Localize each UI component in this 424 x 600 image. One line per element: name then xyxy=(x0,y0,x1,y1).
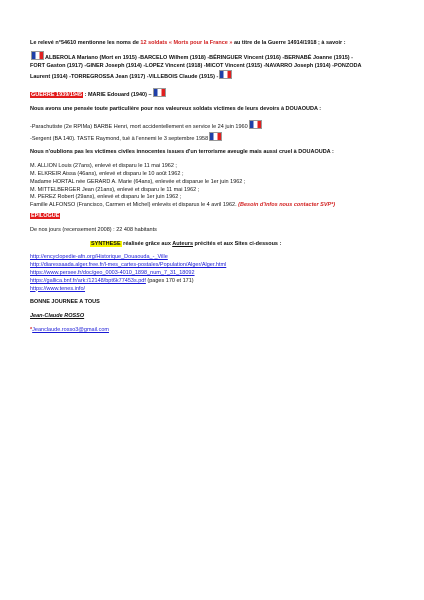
synthese-text-1: réalisée grâce aux xyxy=(121,240,173,247)
thought-heading: Nous avons une pensée toute particulière pour nos valeureux soldats victimes de leurs devoirs à DOUAOUDA : xyxy=(30,105,322,112)
french-flag-icon xyxy=(209,132,222,141)
closing-text: BONNE JOURNEE A TOUS xyxy=(30,299,100,306)
source-link[interactable]: https://gallica.bnf.fr/ark:/12148/bpt6k77453s.pdf xyxy=(30,277,146,284)
intro-text-1: Le relevé n°54610 mentionne les noms de xyxy=(30,40,141,46)
ww1-names-line-2: FORT Gaston (1917) -GINER Joseph (1914) -LOPEZ Vincent (1918) -MICOT Vincent (1915) -NAVARRO Joseph (1914) -PONZODA xyxy=(30,62,362,69)
synthese-auteurs: Auteurs xyxy=(172,240,193,247)
synthese-text-2: précités et aux Sites ci-dessous : xyxy=(193,240,282,247)
ww2-paragraph xyxy=(30,88,402,100)
document-page xyxy=(30,40,402,335)
civilians-list xyxy=(30,163,402,210)
intro-text-2: au titre de la Guerre 14914/1918 ; à savoir : xyxy=(232,40,346,46)
french-flag-icon xyxy=(153,88,166,97)
french-flag-icon xyxy=(249,120,262,129)
epilogue-label: EPILOGUE xyxy=(31,212,60,219)
synthese-label: SYNTHESE xyxy=(91,240,121,247)
ww1-names-line-3: Laurent (1914) -TORREGROSSA Jean (1917) -VILLEBOIS Claude (1915) - xyxy=(30,74,219,81)
soldier-barbe: -Parachutiste (2e RPIMa) BARBE Henri, mort accidentellement en service le 24 juin 1960 xyxy=(30,123,248,130)
source-link[interactable]: https://www.persee.fr/doc/geo_0003-4010_1898_num_7_31_18092 xyxy=(30,269,195,276)
ww1-names-line-1: ALBEROLA Mariano (Mort en 1915) -BARCELO Wilhem (1918) -BÉRINGUER Vincent (1916) -BERNABÉ Joanne (1915) - xyxy=(45,54,354,61)
epilogue-paragraph xyxy=(30,213,402,221)
ww2-label: GUERRE 1939/1945 xyxy=(31,92,83,99)
french-flag-icon xyxy=(219,70,232,79)
civilians-heading: Nous n'oublions pas les victimes civiles innocentes issues d'un terrorisme aveugle mais aussi cruel à DOUAOUDA : xyxy=(30,149,334,156)
alfonso-contact-note: (Besoin d'infos nous contacter SVP*) xyxy=(238,202,336,209)
ww2-text: : MARIE Edouard (1940) – xyxy=(83,92,152,99)
email-asterisk: * xyxy=(30,326,33,333)
population-text: De nos jours (recensement 2008) : 22 408 habitants xyxy=(30,226,157,233)
civilian-item: M. ALLION Louis (27ans), enlevé et disparu le 11 mai 1962 ; xyxy=(30,163,177,170)
soldiers-paragraph xyxy=(30,120,402,144)
civilian-item: Madame HORTAL née GERARD A. Marie (64ans), enlevée et disparue le 1er juin 1962 ; xyxy=(30,178,246,185)
ww1-names-paragraph xyxy=(30,51,402,82)
signature: Jean-Claude ROSSO xyxy=(30,313,85,320)
civilian-item: M. ELKREIR Aissa (46ans), enlevé et disparu le 10 août 1962 ; xyxy=(30,170,184,177)
source-link[interactable]: https://www.tenes.info/ xyxy=(30,285,86,292)
soldier-taste: -Sergent (BA 140). TASTE Raymond, tué à l'ennemi le 3 septembre 1958 xyxy=(30,135,209,142)
civilian-alfonso: Famille ALFONSO (Francisco, Carmen et Michel) enlevés et disparus le 4 avril 1962. xyxy=(30,202,239,209)
sources-list xyxy=(30,254,402,293)
email-paragraph xyxy=(30,327,402,335)
intro-soldier-count: 12 soldats « Morts pour la France » xyxy=(140,40,233,46)
email-link[interactable]: Jeanclaude.rosso3@gmail.com xyxy=(32,326,109,333)
french-flag-icon xyxy=(31,51,44,60)
source-link[interactable]: http://diaressaada.alger.free.fr/l-mes_cartes-postales/Population/Alger/Alger.html xyxy=(30,262,227,269)
source-link[interactable]: http://encyclopedie-afn.org/Historique_Douaouda_-_Ville xyxy=(30,254,168,261)
civilian-item: M. MITTELBERGER Jean (21ans), enlevé et disparu le 11 mai 1962 ; xyxy=(30,186,200,193)
civilian-item: M. PEREZ Robert (29ans), enlevé et disparu le 1er juin 1962 ; xyxy=(30,194,182,201)
signature-paragraph xyxy=(30,313,402,321)
gallica-pages: (pages 170 et 171) xyxy=(145,277,194,284)
intro-paragraph xyxy=(30,40,402,48)
synthese-paragraph xyxy=(30,241,402,249)
